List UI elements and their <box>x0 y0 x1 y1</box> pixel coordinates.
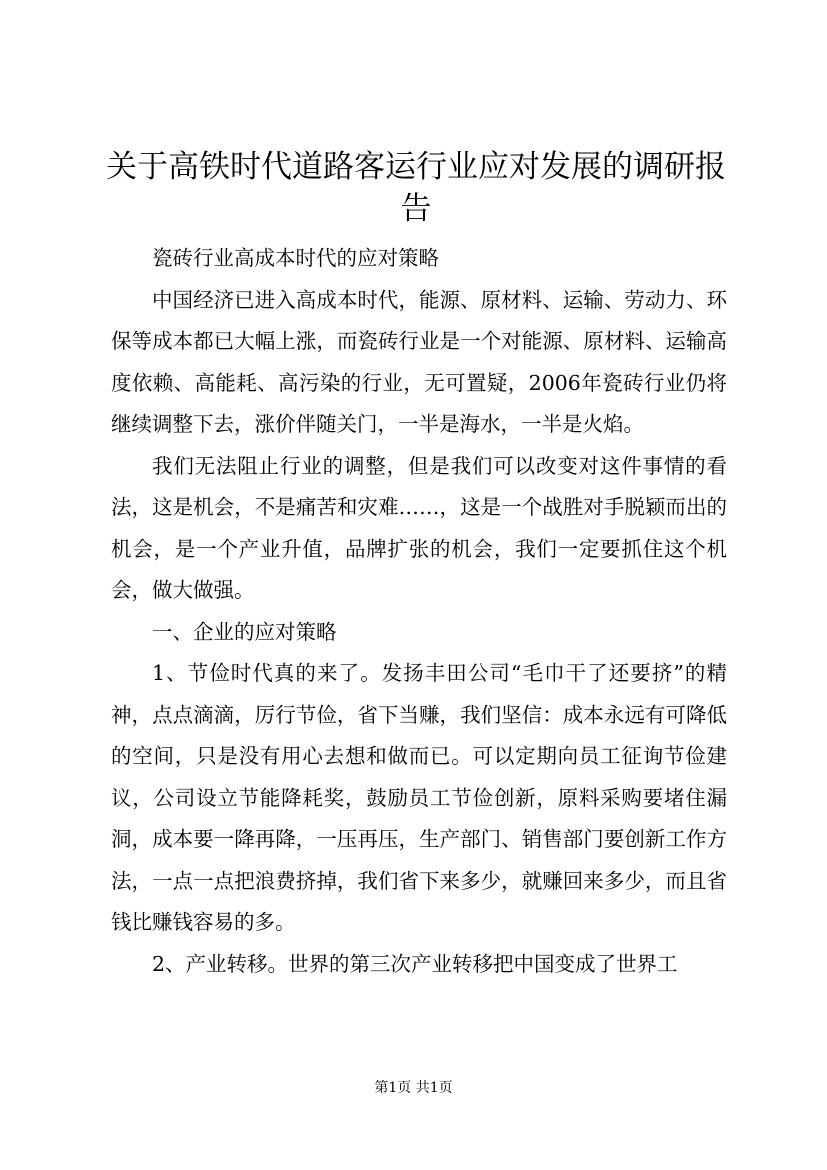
paragraph: 1、节俭时代真的来了。发扬丰田公司“毛巾干了还要挤”的精神，点点滴滴，厉行节俭，省下当赚，我们坚信：成本永远有可降低的空间，只是没有用心去想和做而已。可以定期向员工征询节俭建议，公司设立节能降耗奖，鼓励员工节俭创新，原料采购要堵住漏洞，成本要一降再降，一压再压，生产部门、销售部门要创新工作方法，一点一点把浪费挤掉，我们省下来多少，就赚回来多少，而且省钱比赚钱容易的多。 <box>111 661 727 934</box>
section-heading: 一、企业的应对策略 <box>152 619 337 644</box>
document-body <box>111 238 727 985</box>
paragraph: 我们无法阻止行业的调整，但是我们可以改变对这件事情的看法，这是机会，不是痛苦和灾难……，这是一个战胜对手脱颖而出的机会，是一个产业升值，品牌扩张的机会，我们一定要抓住这个机会，做大做强。 <box>111 453 727 602</box>
paragraph: 2、产业转移。世界的第三次产业转移把中国变成了世界工 <box>152 951 678 976</box>
page-footer: 第1页 共1页 <box>374 1080 453 1096</box>
paragraph-subtitle: 瓷砖行业高成本时代的应对策略 <box>152 246 439 270</box>
document-title: 关于高铁时代道路客运行业应对发展的调研报告 <box>106 149 726 227</box>
paragraph: 中国经济已进入高成本时代，能源、原材料、运输、劳动力、环保等成本都已大幅上涨，而瓷砖行业是一个对能源、原材料、运输高度依赖、高能耗、高污染的行业，无可置疑，2006年瓷砖行业仍将继续调整下去，涨价伴随关门，一半是海水，一半是火焰。 <box>111 287 727 436</box>
